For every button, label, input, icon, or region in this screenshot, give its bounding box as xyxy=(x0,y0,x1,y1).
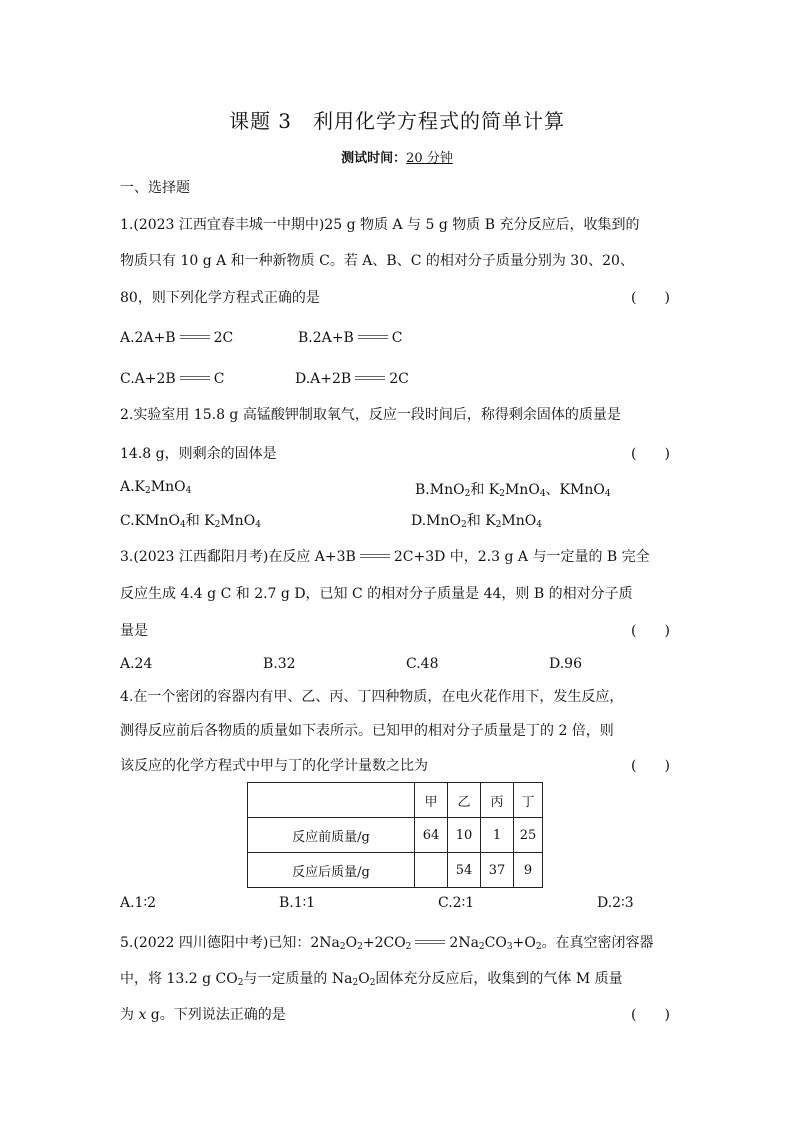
option-b-right: C xyxy=(391,330,403,346)
page-title: 课题 3 利用化学方程式的简单计算 xyxy=(228,109,566,133)
option-b-left: B.2A+B xyxy=(298,330,354,346)
table-cell: 反应前质量/g xyxy=(248,818,415,853)
equals-sign xyxy=(360,553,390,561)
q5-line2-part3: 固体充分反应后，收集到的气体 M 质量 xyxy=(375,971,623,987)
q2-line1: 2.实验室用 15.8 g 高锰酸钾制取氧气，反应一段时间后，称得剩余固体的质量是 xyxy=(120,407,621,423)
q4-option-c: C.2∶1 xyxy=(438,895,475,911)
equals-sign xyxy=(355,375,385,383)
section-heading: 一、选择题 xyxy=(120,180,190,196)
variable-x: x xyxy=(138,1007,147,1023)
table-header-cell: 丁 xyxy=(514,783,543,818)
q1-line2: 物质只有 10 g A 和一种新物质 C。若 A、B、C 的相对分子质量分别为 30、20、 xyxy=(120,253,634,269)
q5-line2-part1: 中，将 13.2 g CO xyxy=(120,971,238,987)
q4-line3: 该反应的化学方程式中甲与丁的化学计量数之比为 xyxy=(120,758,428,774)
q3-line1 xyxy=(120,546,650,566)
q2-option-b: B.MnO$_2$和 $K_2MnO_4$、KMnO$_4$ xyxy=(415,482,611,499)
table-cell: 64 xyxy=(415,818,448,853)
table-row xyxy=(248,853,543,888)
q3-answer-blank: ( ) xyxy=(631,623,670,639)
q4-line1: 4.在一个密闭的容器内有甲、乙、丙、丁四种物质，在电火花作用下，发生反应， xyxy=(120,689,624,705)
q1-answer-blank: ( ) xyxy=(631,290,670,306)
q5-line1 xyxy=(120,932,654,952)
table-cell xyxy=(415,853,448,888)
table-cell: 54 xyxy=(448,853,481,888)
q2-answer-blank: ( ) xyxy=(631,446,670,462)
equals-sign xyxy=(180,334,210,342)
q1-option-c xyxy=(120,371,224,387)
equals-sign xyxy=(358,334,388,342)
q5-line1-part2: 。在真空密闭容器 xyxy=(541,935,654,951)
option-c-right: C xyxy=(213,371,225,387)
mass-table xyxy=(247,782,543,888)
q4-option-a: A.1∶2 xyxy=(120,895,157,911)
option-c-left: C.A+2B xyxy=(120,371,176,387)
equals-sign xyxy=(415,939,445,947)
equals-sign xyxy=(180,375,210,383)
q3-option-c: C.48 xyxy=(406,656,439,672)
option-d-right: 2C xyxy=(389,371,409,387)
table-row xyxy=(248,818,543,853)
table-cell: 10 xyxy=(448,818,481,853)
q1-option-a xyxy=(120,330,233,346)
table-header-row xyxy=(248,783,543,818)
q4-option-d: D.2∶3 xyxy=(597,895,634,911)
option-a-right: 2C xyxy=(213,330,234,346)
q1-option-b xyxy=(298,330,403,346)
option-d-left: D.A+2B xyxy=(295,371,352,387)
q4-option-b: B.1∶1 xyxy=(279,895,316,911)
q1-option-d xyxy=(295,371,409,387)
q1-line1: 1.(2023 江西宜春丰城一中期中)25 g 物质 A 与 5 g 物质 B 充分反应后，收集到的 xyxy=(120,217,640,233)
table-header-cell: 乙 xyxy=(448,783,481,818)
q3-line2: 反应生成 4.4 g C 和 2.7 g D，已知 C 的相对分子质量是 44，则 B 的相对分子质 xyxy=(120,586,633,602)
table-header-cell: 甲 xyxy=(415,783,448,818)
q3-option-a: A.24 xyxy=(120,656,153,672)
q4-answer-blank: ( ) xyxy=(631,758,670,774)
table-cell: 25 xyxy=(514,818,543,853)
q2-option-a: $A.K_2MnO_4$ xyxy=(120,479,192,496)
option-a-left: A.2A+B xyxy=(120,330,176,346)
q1-line3: 80，则下列化学方程式正确的是 xyxy=(120,290,320,306)
q5-line3-part1: 为 xyxy=(120,1007,139,1023)
time-value: 20 分钟 xyxy=(406,151,453,166)
q3-line3: 量是 xyxy=(120,623,148,639)
q5-line1-part1: 5.(2022 四川德阳中考)已知： xyxy=(120,935,311,951)
q5-answer-blank: ( ) xyxy=(631,1007,670,1023)
q3-option-d: D.96 xyxy=(549,656,582,672)
time-label: 测试时间： xyxy=(341,151,407,166)
q5-line3-part2: g。下列说法正确的是 xyxy=(146,1007,286,1023)
table-cell: 反应后质量/g xyxy=(248,853,415,888)
table-header-cell xyxy=(248,783,415,818)
table-cell: 9 xyxy=(514,853,543,888)
q5-line2-part2: 与一定质量的 Na xyxy=(243,971,353,987)
q3-line1-part2: 2C+3D 中，2.3 g A 与一定量的 B 完全 xyxy=(393,549,650,565)
q4-line2: 测得反应前后各物质的质量如下表所示。已知甲的相对分子质量是丁的 2 倍，则 xyxy=(120,723,614,739)
q2-line2: 14.8 g，则剩余的固体是 xyxy=(120,446,277,462)
q3-option-b: B.32 xyxy=(263,656,296,672)
test-time xyxy=(0,147,794,166)
q5-line3 xyxy=(120,1004,286,1024)
table-header-cell: 丙 xyxy=(481,783,514,818)
q2-option-d: D.MnO$_2$和 $K_2MnO_4$ xyxy=(411,513,542,530)
table-cell: 37 xyxy=(481,853,514,888)
q5-line2: 中，将 13.2 g $CO_2$与一定质量的 $Na_2O_2$固体充分反应后，收集到的气体 M 质量 xyxy=(120,971,623,988)
table-cell: 1 xyxy=(481,818,514,853)
q2-option-c: C.KMnO$_4$和 $K_2MnO_4$ xyxy=(120,513,261,530)
q3-line1-part1: 3.(2023 江西鄱阳月考)在反应 A+3B xyxy=(120,549,356,565)
q5-equation: $2Na_2O_2+2CO_2$ $2Na_2CO_3+O_2$ xyxy=(310,935,542,952)
